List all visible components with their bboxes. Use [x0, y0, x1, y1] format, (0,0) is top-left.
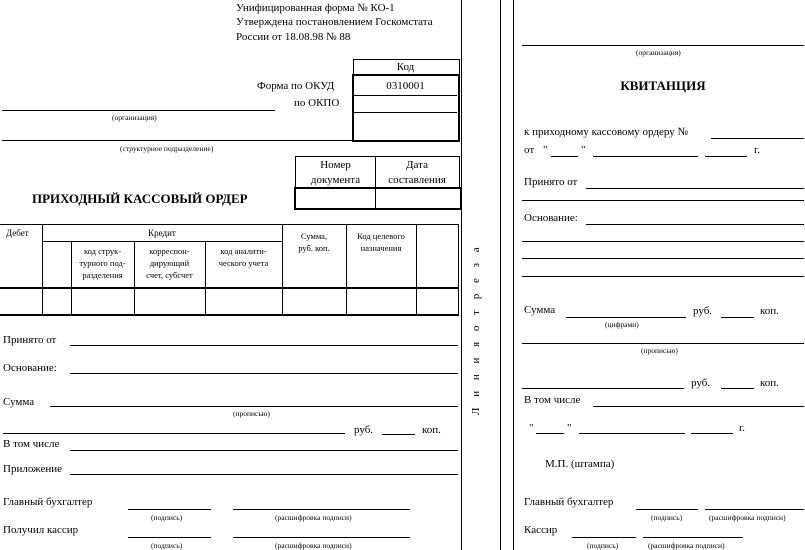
receipt-organization-caption: (организация) — [636, 48, 681, 57]
receipt-accepted-from-line[interactable] — [586, 188, 804, 189]
doc-date-label-2: составления — [388, 174, 446, 186]
receipt-including-line[interactable] — [593, 406, 804, 407]
doc-number-label-2: документа — [310, 174, 361, 186]
accepted-from-line[interactable] — [70, 345, 458, 346]
accepted-from-label: Принято от — [3, 334, 57, 346]
credit-header: Кредит — [148, 228, 176, 238]
col-analytic-header: код аналити- ческого учета — [218, 246, 269, 268]
receipt-kop-line-2[interactable] — [721, 388, 754, 389]
receipt-year-label: г. — [754, 144, 761, 156]
chief-decode-line[interactable] — [233, 509, 410, 510]
organization-caption: (организация) — [112, 113, 157, 122]
cut-line-right — [513, 0, 514, 550]
form-code-line: Унифицированная форма № КО-1 — [236, 2, 395, 14]
receipt-quote-open-2: " — [529, 422, 534, 434]
receipt-cashier-decode-line[interactable] — [643, 537, 743, 538]
amount-line-2[interactable] — [3, 433, 345, 434]
receipt-rub-label-2: руб. — [691, 377, 711, 389]
col-struct-header: код струк- турного под- разделения — [79, 246, 126, 280]
kop-line[interactable] — [382, 434, 415, 435]
including-label: В том числе — [3, 438, 60, 450]
receipt-cashier-signature-caption: (подпись) — [587, 541, 619, 550]
cashier-signature-line[interactable] — [128, 537, 211, 538]
receipt-basis-line-3[interactable] — [522, 258, 804, 259]
chief-accountant-label: Главный бухгалтер — [3, 496, 93, 508]
attachment-label: Приложение — [3, 463, 63, 475]
kop-label: коп. — [422, 424, 441, 436]
receipt-chief-signature-caption: (подпись) — [651, 513, 683, 522]
receipt-rub-label: руб. — [693, 305, 713, 317]
doc-date-label-1: Дата — [406, 159, 428, 171]
receipt-order-label: к приходному кассовому ордеру № — [524, 126, 688, 138]
amount-words-caption: (прописью) — [233, 409, 270, 418]
receipt-kop-line[interactable] — [721, 317, 754, 318]
receipt-basis-line-2[interactable] — [522, 241, 804, 242]
col-corr-header: корреспон- дирующий счет, субсчет — [146, 246, 193, 280]
receipt-amount-label: Сумма — [524, 304, 556, 316]
receipt-organization-line[interactable] — [522, 45, 804, 46]
receipt-month-line[interactable] — [593, 156, 698, 157]
amount-label: Сумма — [3, 396, 35, 408]
receipt-order-number-line[interactable] — [711, 138, 804, 139]
receipt-digits-caption: (цифрами) — [605, 320, 639, 329]
receipt-chief-decode-line[interactable] — [705, 509, 804, 510]
chief-decode-caption: (расшифровка подписи) — [275, 513, 352, 522]
approval-date-line: России от 18.08.98 № 88 — [236, 31, 351, 43]
receipt-words-caption: (прописью) — [641, 346, 678, 355]
receipt-day-line-2[interactable] — [536, 433, 564, 434]
okpo-label: по ОКПО — [294, 97, 340, 109]
receipt-year-label-2: г. — [739, 422, 746, 434]
receipt-amount-words-line-2[interactable] — [522, 388, 684, 389]
receipt-cashier-decode-caption: (расшифровка подписи) — [648, 541, 725, 550]
cut-line-left — [500, 0, 501, 550]
basis-label: Основание: — [3, 362, 57, 374]
rub-label: руб. — [354, 424, 374, 436]
including-line[interactable] — [70, 450, 458, 451]
receipt-cashier-signature-line[interactable] — [572, 537, 636, 538]
cashier-label: Получил кассир — [3, 524, 79, 536]
receipt-including-label: В том числе — [524, 394, 581, 406]
debit-header: Дебет — [6, 228, 29, 238]
col-purpose-header: Код целевого назначения — [357, 231, 405, 253]
attachment-line[interactable] — [70, 474, 458, 475]
organization-line — [2, 110, 275, 111]
receipt-chief-signature-line[interactable] — [636, 509, 698, 510]
chief-signature-line[interactable] — [128, 509, 211, 510]
division-line — [2, 140, 352, 141]
receipt-quote-close-2: " — [567, 422, 572, 434]
receipt-amount-words-line[interactable] — [522, 343, 804, 344]
receipt-quote-close: " — [581, 144, 586, 156]
code-header: Код — [396, 61, 415, 73]
amount-line[interactable] — [50, 406, 458, 407]
division-caption: (структурное подразделение) — [120, 144, 214, 153]
receipt-chief-decode-caption: (расшифровка подписи) — [709, 513, 786, 522]
approval-line: Утверждена постановлением Госкомстата — [236, 16, 433, 28]
receipt-from-label: от — [524, 144, 535, 156]
receipt-cashier-label: Кассир — [524, 524, 558, 536]
receipt-day-line[interactable] — [551, 156, 578, 157]
cashier-decode-caption: (расшифровка подписи) — [275, 541, 352, 550]
document-title: ПРИХОДНЫЙ КАССОВЫЙ ОРДЕР — [32, 191, 248, 206]
receipt-month-line-2[interactable] — [579, 433, 685, 434]
receipt-basis-line[interactable] — [586, 224, 804, 225]
okud-code: 0310001 — [386, 80, 425, 92]
receipt-basis-line-4[interactable] — [522, 276, 804, 277]
receipt-accepted-from-line-2[interactable] — [522, 200, 804, 201]
receipt-kop-label-2: коп. — [760, 377, 779, 389]
receipt-accepted-from-label: Принято от — [524, 176, 578, 188]
cut-line-label: Л и н и я о т р е з а — [470, 243, 482, 415]
cashier-signature-caption: (подпись) — [151, 541, 183, 550]
receipt-year-line[interactable] — [705, 156, 747, 157]
cashier-decode-line[interactable] — [233, 537, 410, 538]
receipt-chief-label: Главный бухгалтер — [524, 496, 614, 508]
receipt-stamp-label: М.П. (штампа) — [545, 458, 615, 470]
left-border-line — [461, 0, 462, 550]
col-sum-header: Сумма, руб. коп. — [298, 231, 330, 253]
receipt-amount-digits-line[interactable] — [566, 317, 686, 318]
basis-line[interactable] — [70, 373, 458, 374]
doc-number-label-1: Номер — [320, 159, 351, 171]
receipt-basis-label: Основание: — [524, 212, 578, 224]
chief-signature-caption: (подпись) — [151, 513, 183, 522]
receipt-year-line-2[interactable] — [691, 433, 733, 434]
receipt-title: КВИТАНЦИЯ — [620, 78, 706, 93]
receipt-kop-label: коп. — [760, 305, 779, 317]
receipt-quote-open: " — [543, 144, 548, 156]
okud-label: Форма по ОКУД — [257, 80, 335, 92]
